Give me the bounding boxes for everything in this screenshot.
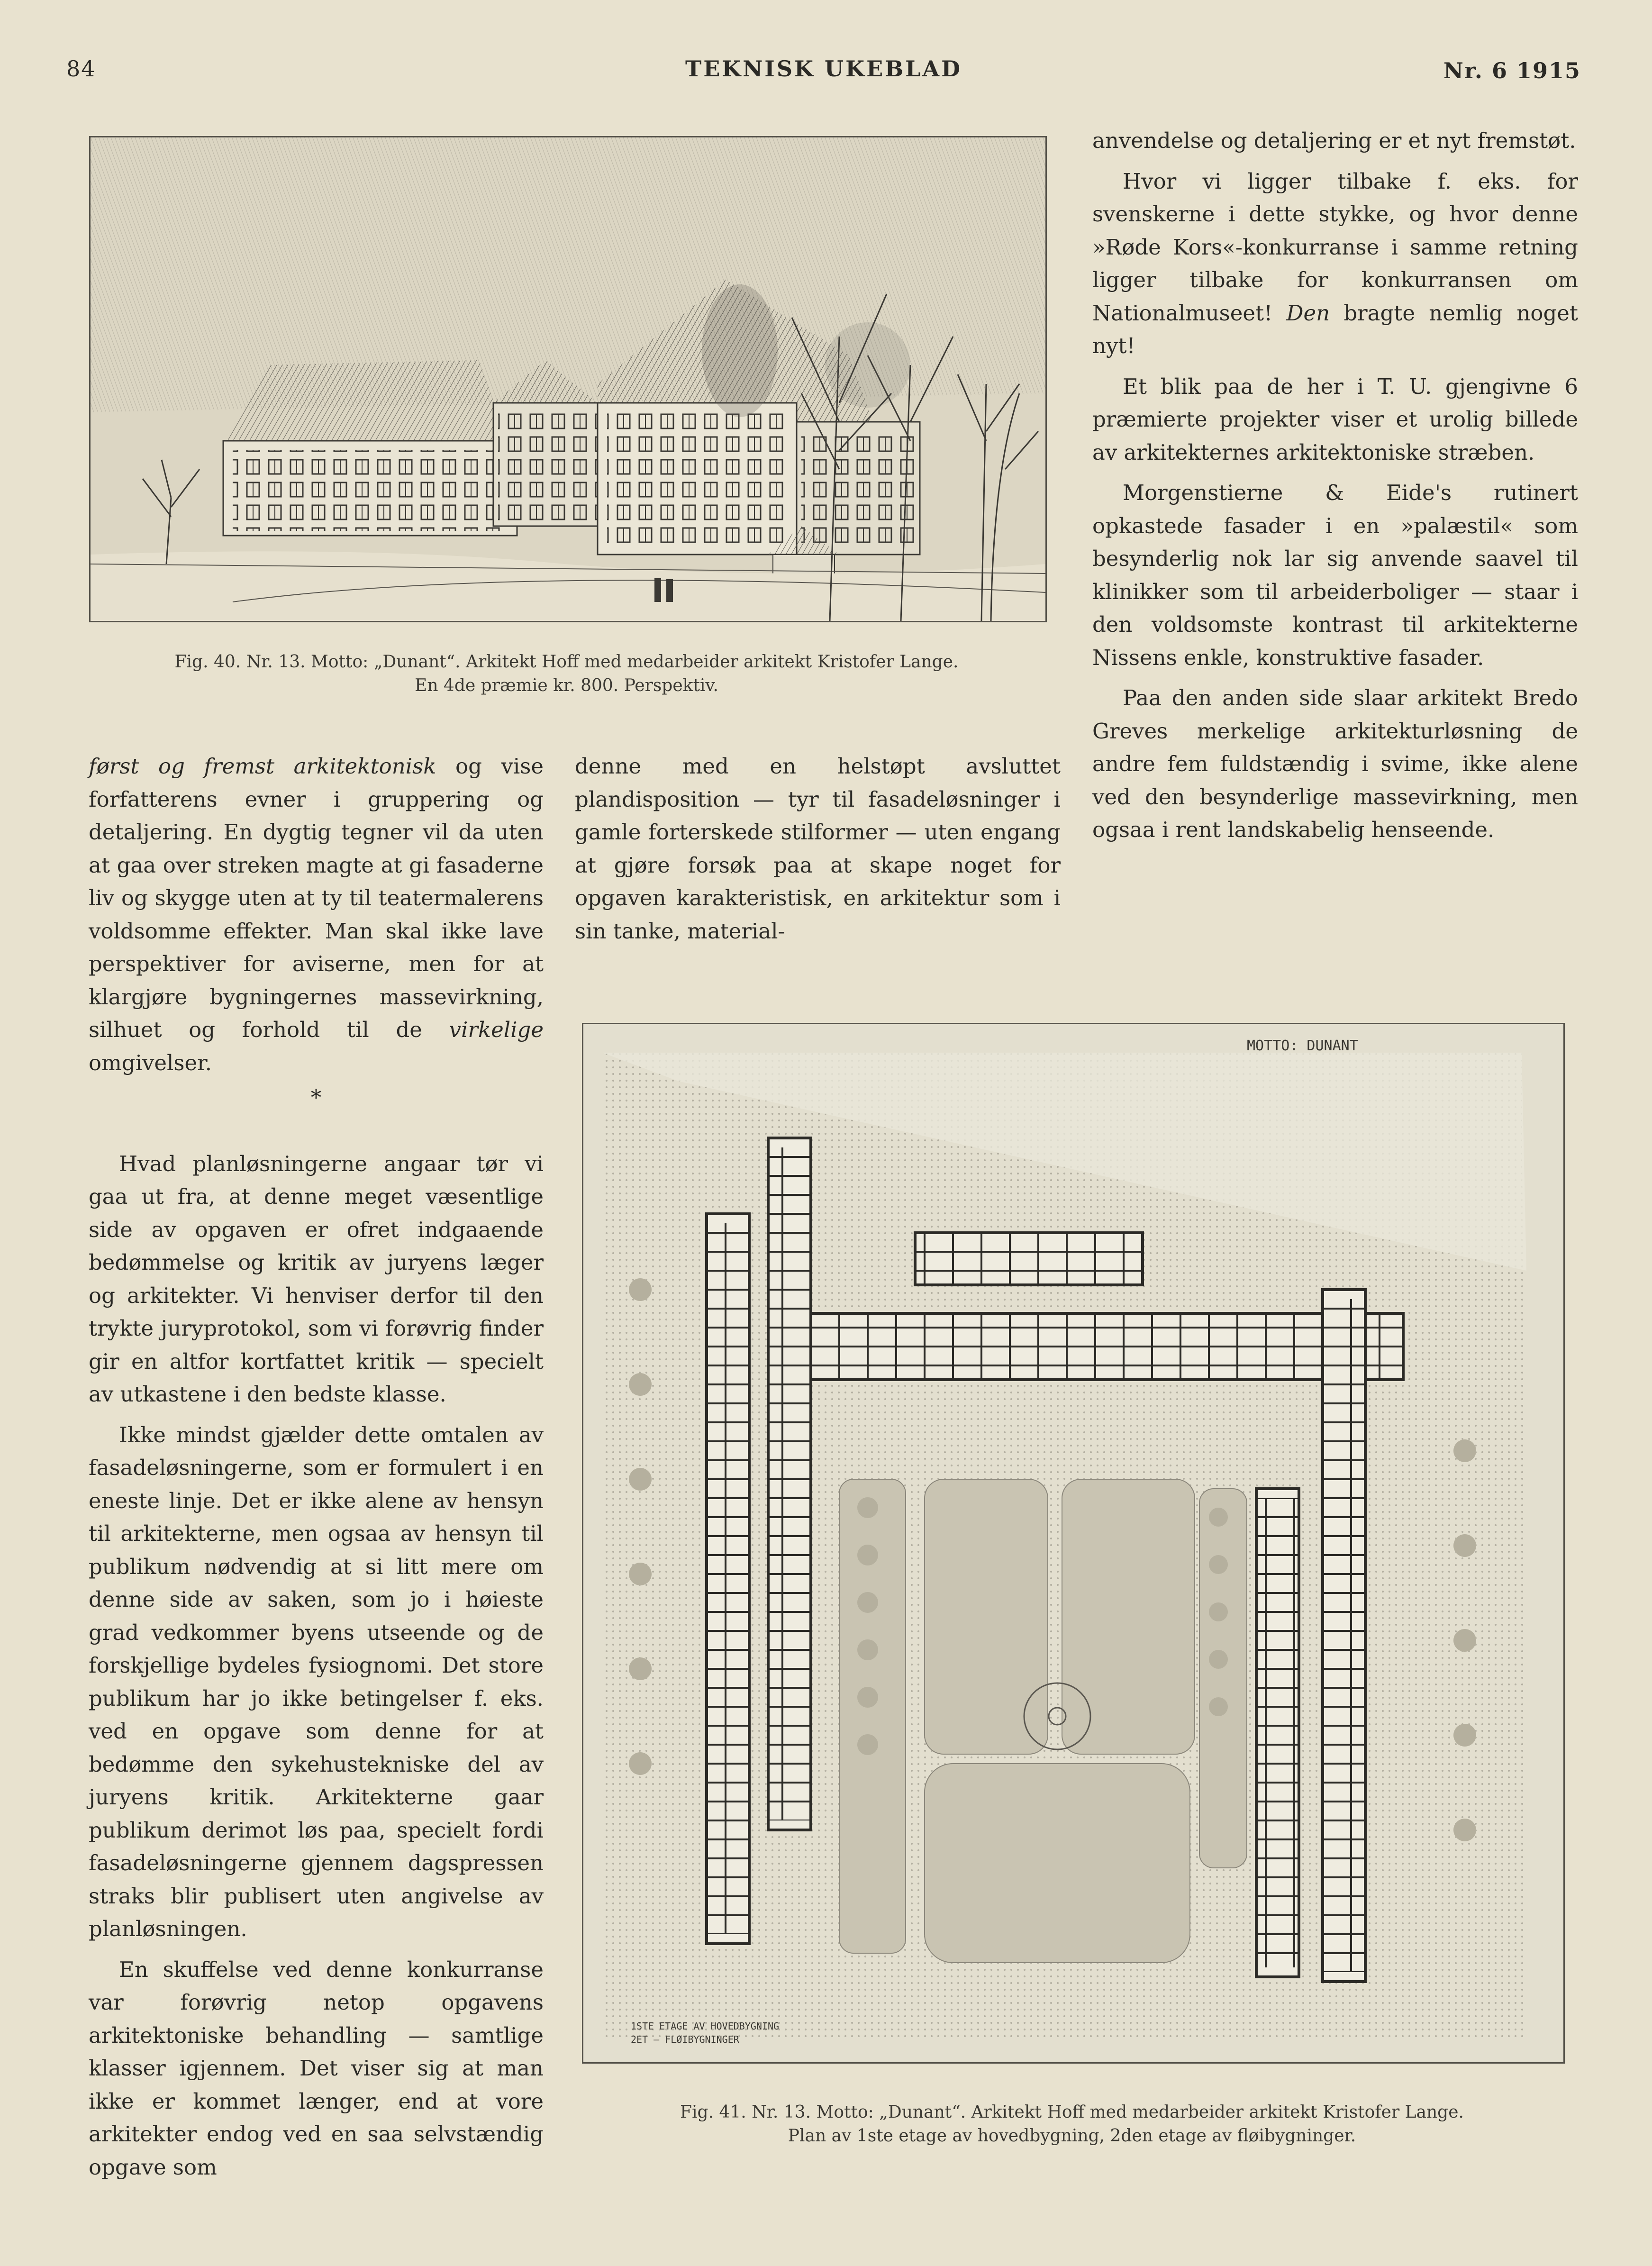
col3-paragraph-1: anvendelse og detaljering er et nyt fremstøt. <box>1092 128 1576 153</box>
fig41-caption-line1: Fig. 41. Nr. 13. Motto: „Dunant“. Arkitekt Hoff med medarbeider arkitekt Kristofer Lange. <box>680 2102 1464 2122</box>
plan-motto-label: MOTTO: DUNANT <box>1247 1037 1358 1054</box>
col3-paragraph-2: Hvor vi ligger tilbake f. eks. for svenskerne i dette stykke, og hvor denne »Røde Kors«-konkurranse i samme retning ligger tilbake for konkurransen om Nationalmuseet! Den bragte nemlig noget nyt! <box>1092 168 1578 358</box>
fig40-perspective-drawing <box>89 136 1047 622</box>
floor-plan-drawing <box>583 1024 1563 2062</box>
plan-legend-line2: 2ET — FLØIBYGNINGER <box>631 2034 739 2045</box>
running-header <box>66 56 1581 94</box>
col1-paragraph-2: Hvad planløsningerne angaar tør vi gaa ut fra, at denne meget væsentlige side av opgaven er ofret indgaaende bedømmelse og kritik av juryens læger og arkitekter. Vi henviser derfor til den trykte juryprotokol, som vi forøvrig finder gir en altfor kortfattet kritik — specielt av utkastene i den bedste klasse. <box>89 1151 544 1407</box>
text-column-1 <box>89 750 544 2184</box>
col1-paragraph-1: først og fremst arkitektonisk og vise forfatterens evner i gruppering og detaljering. En dygtig tegner vil da uten at gaa over streken magte at gi fasaderne liv og skygge uten at ty til teatermalerens voldsomme effekter. Man skal ikke lave perspektiver for aviserne, men for at klargjøre bygningernes massevirkning, silhuet og forhold til de virkelige omgivelser. <box>89 754 544 1075</box>
fig40-caption-line2: En 4de præmie kr. 800. Perspektiv. <box>415 676 718 695</box>
fig41-caption <box>582 2101 1562 2148</box>
perspective-illustration <box>91 137 1045 621</box>
col1-paragraph-4: En skuffelse ved denne konkurranse var forøvrig netop opgavens arkitektoniske behandling — samtlige klasser igjennem. Det viser sig at man ikke er kommet længer, end at vore arkitekter endog ved en saa selvstændig opgave som <box>89 1957 544 2180</box>
issue-number: Nr. 6 1915 <box>1443 58 1581 83</box>
journal-title: TEKNISK UKEBLAD <box>685 56 962 82</box>
col3-paragraph-4: Morgenstierne & Eide's rutinert opkastede fasader i en »palæstil« som besynderlig nok lar sig anvende saavel til klinikker som til arbeiderboliger — staar i den voldsomste kontrast til arkitekterne Nissens enkle, konstruktive fasader. <box>1092 480 1578 670</box>
fig40-caption <box>89 650 1044 698</box>
section-separator: * <box>310 1085 322 1110</box>
text-column-2 <box>575 750 1061 947</box>
page-number: 84 <box>66 56 96 82</box>
fig41-site-plan <box>582 1023 1565 2064</box>
text-column-3 <box>1092 124 1578 846</box>
plan-legend <box>631 2020 779 2046</box>
col2-paragraph-1: denne med en helstøpt avsluttet plandisposition — tyr til fasadeløsninger i gamle forterskede stilformer — uten engang at gjøre forsøk paa at skape noget for opgaven karakteristisk, en arkitektur som i sin tanke, material- <box>575 754 1061 944</box>
fig41-caption-line2: Plan av 1ste etage av hovedbygning, 2den etage av fløibygninger. <box>788 2126 1356 2146</box>
fig40-caption-line1: Fig. 40. Nr. 13. Motto: „Dunant“. Arkitekt Hoff med medarbeider arkitekt Kristofer Lange. <box>174 652 959 672</box>
plan-legend-line1: 1STE ETAGE AV HOVEDBYGNING <box>631 2020 780 2032</box>
col3-paragraph-3: Et blik paa de her i T. U. gjengivne 6 præmierte projekter viser et urolig billede av arkitekternes arkitektoniske stræben. <box>1092 373 1578 465</box>
col1-paragraph-3: Ikke mindst gjælder dette omtalen av fasadeløsningerne, som er formulert i en eneste linje. Det er ikke alene av hensyn til arkitekterne, men ogsaa av hensyn til publikum nødvendig at si litt mere om denne side av saken, som jo i høieste grad vedkommer byens utseende og de forskjellige bydeles fysiognomi. Det store publikum har jo ikke betingelser f. eks. ved en opgave som denne for at bedømme den sykehustekniske del av juryens kritik. Arkitekterne gaar publikum derimot løs paa, specielt fordi fasadeløsningerne gjennem dagspressen straks blir publisert uten angivelse av planløsningen. <box>89 1422 544 1941</box>
col3-paragraph-5: Paa den anden side slaar arkitekt Bredo Greves merkelige arkitekturløsning de andre fem fuldstændig i svime, ikke alene ved den besynderlige massevirkning, men ogsaa i rent landskabelig henseende. <box>1092 685 1578 842</box>
